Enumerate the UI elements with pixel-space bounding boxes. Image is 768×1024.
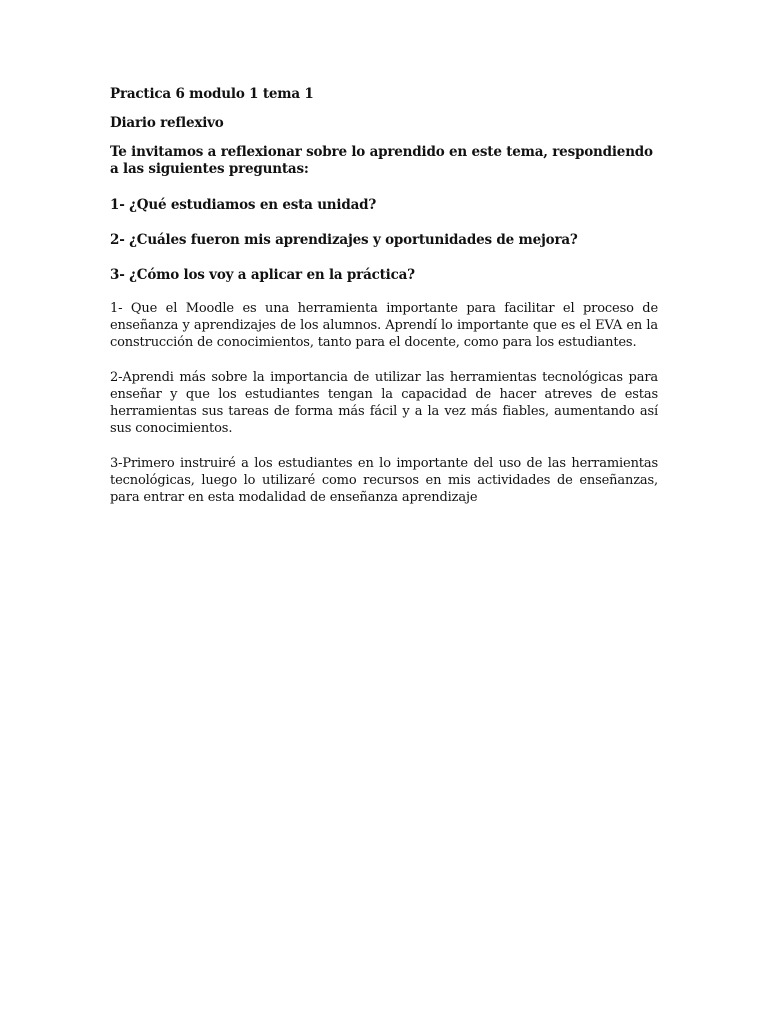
instructions-paragraph: Te invitamos a reflexionar sobre lo aprendido en este tema, respondiendo a las siguientes preguntas: [110,144,653,177]
document-title: Practica 6 modulo 1 tema 1 [110,86,314,102]
question-3: 3- ¿Cómo los voy a aplicar en la práctica? [110,267,415,283]
document-body [110,86,658,524]
answer-1: 1- Que el Moodle es una herramienta importante para facilitar el proceso de enseñanza y aprendizajes de los alumnos. Aprendí lo importante que es el EVA en la construcción de conocimientos, tanto para el docente, como para los estudiantes. [110,301,658,350]
answer-2: 2-Aprendi más sobre la importancia de utilizar las herramientas tecnológicas para enseñar y que los estudiantes tengan la capacidad de hacer atreves de estas herramientas sus tareas de forma más fácil y a la vez más fiables, aumentando así sus conocimientos. [110,370,658,436]
answer-3: 3-Primero instruiré a los estudiantes en lo importante del uso de las herramientas tecnológicas, luego lo utilizaré como recursos en mis actividades de enseñanzas, para entrar en esta modalidad de enseñanza aprendizaje [110,456,658,505]
document-subtitle: Diario reflexivo [110,115,224,131]
question-2: 2- ¿Cuáles fueron mis aprendizajes y oportunidades de mejora? [110,232,578,248]
question-1: 1- ¿Qué estudiamos en esta unidad? [110,197,377,213]
